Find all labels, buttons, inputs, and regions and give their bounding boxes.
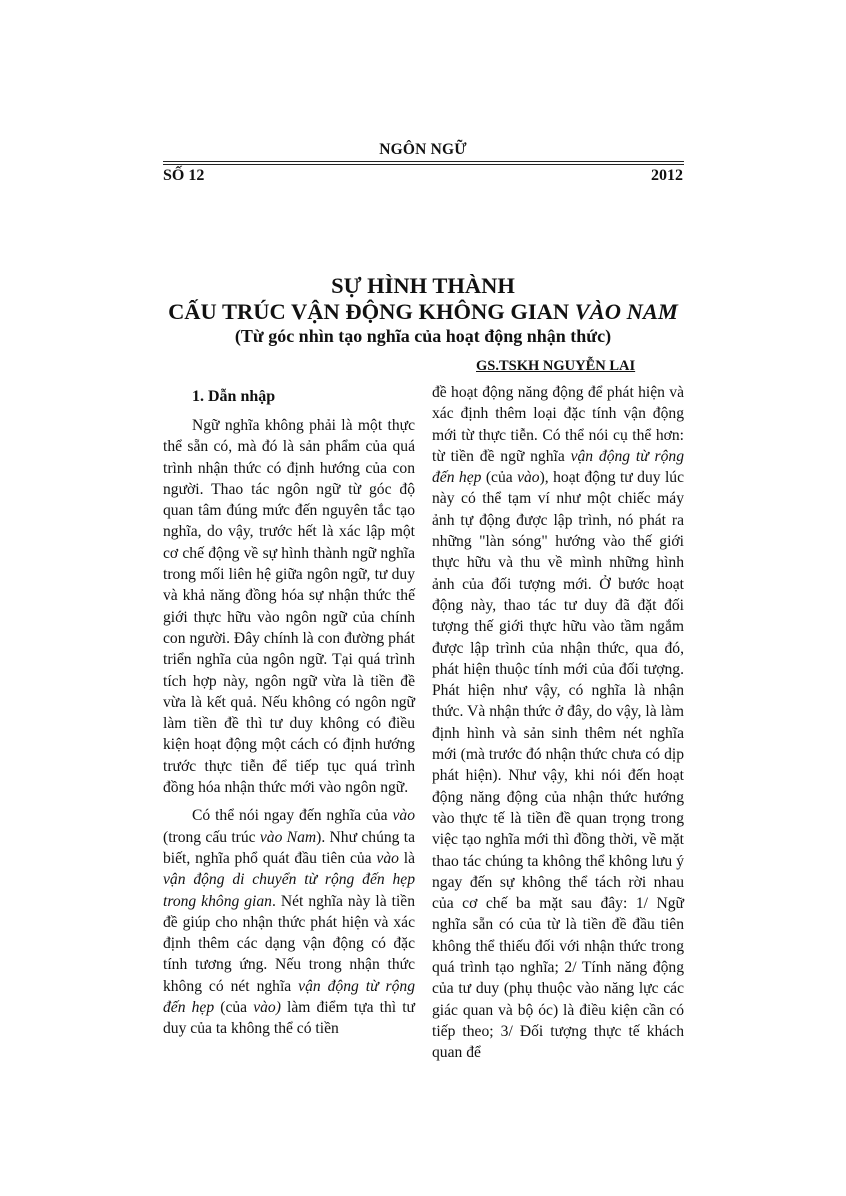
author-name: GS.TSKH NGUYỄN LAI	[476, 358, 636, 374]
paragraph-2-continued: đề hoạt động năng động để phát hiện và xác định thêm loại đặc tính vận động mới từ thực tiễn. Có thể nói cụ thể hơn: từ tiền đề ngữ nghĩa vận động từ rộng đến hẹp (của vào), hoạt động tư duy lúc này có thể tạm ví như một chiếc máy ảnh tự động được lập trình, nó phát ra những "làn sóng" hướng vào thế giới thực hữu và thu về mình những hình ảnh của đối tượng mới. Ở bước hoạt động này, thao tác tư duy đã đặt đối tượng thế giới thực hữu vào tầm ngắm được lập trình của nhận thức, qua đó, phát hiện thuộc tính mới của đối tượng. Phát hiện như vậy, có nghĩa là nhận thức. Và nhận thức ở đây, do vậy, là làm định hình và sản sinh thêm nét nghĩa mới (mà trước đó nhận thức chưa có dịp phát hiện). Như vậy, khi nói đến hoạt động năng động của nhận thức hướng vào thực tế là tiền đề quan trọng trong việc tạo nghĩa mới thì đồng thời, về mặt thao tác chúng ta không thể không lưu ý ngay đến sự không thể tách rời nhau của cơ chế ba mặt sau đây: 1/ Ngữ nghĩa sẵn có của từ là tiền đề đầu tiên không thể thiếu đối với nhận thức trong quá trình tạo nghĩa; 2/ Tính năng động của tư duy (phụ thuộc vào năng lực các giác quan và bộ óc) là điều kiện cần có tiếp theo; 3/ Đối tượng thực tế khách quan để	[432, 384, 684, 1062]
title-line2-italic: VÀO NAM	[574, 299, 678, 324]
issue-number: SỐ 12	[163, 167, 205, 184]
article-title-line2	[0, 299, 846, 325]
journal-name: NGÔN NGỮ	[379, 141, 467, 158]
section-heading: 1. Dẫn nhập	[192, 388, 276, 405]
right-column	[432, 382, 684, 1064]
article-subtitle: (Từ góc nhìn tạo nghĩa của hoạt động nhận thức)	[234, 326, 612, 346]
left-column	[163, 385, 415, 1040]
title-line2-text: CẤU TRÚC VẬN ĐỘNG KHÔNG GIAN	[168, 299, 575, 324]
issue-year: 2012	[651, 167, 683, 184]
paragraph-2: Có thể nói ngay đến nghĩa của vào (trong cấu trúc vào Nam). Như chúng ta biết, nghĩa phổ quát đầu tiên của vào là vận động di chuyển từ rộng đến hẹp trong không gian. Nét nghĩa này là tiền đề giúp cho nhận thức phát hiện và xác định thêm các dạng vận động có đặc tính tương ứng. Nếu trong nhận thức không có nét nghĩa vận động từ rộng đến hẹp (của vào) làm điểm tựa thì tư duy của ta không thể có tiền	[163, 807, 416, 1038]
header-rule-bottom	[163, 164, 684, 165]
article-title-line1: SỰ HÌNH THÀNH	[331, 273, 515, 298]
header-rule-top	[163, 161, 684, 162]
paragraph-1: Ngữ nghĩa không phải là một thực thể sẵn có, mà đó là sản phẩm của quá trình nhận thức có định hướng của con người. Thao tác ngôn ngữ từ góc độ quan tâm đúng mức đến nguyên tắc tạo nghĩa, do vậy, trước hết là xác lập một cơ chế động về sự hình thành ngữ nghĩa trong mối liên hệ giữa ngôn ngữ, tư duy và khả năng đồng hóa sự nhận thức thế giới thực hữu vào ngôn ngữ của chính con người. Đây chính là con đường phát triển nghĩa của ngôn ngữ. Tại quá trình tích hợp này, ngôn ngữ vừa là tiền đề vừa là kết quả. Nếu không có ngôn ngữ làm tiền đề thì tư duy không có điều kiện hoạt động một cách có định hướng trước thực tiễn để tiếp tục quá trình đồng hóa nhận thức mới vào ngôn ngữ.	[163, 417, 415, 797]
